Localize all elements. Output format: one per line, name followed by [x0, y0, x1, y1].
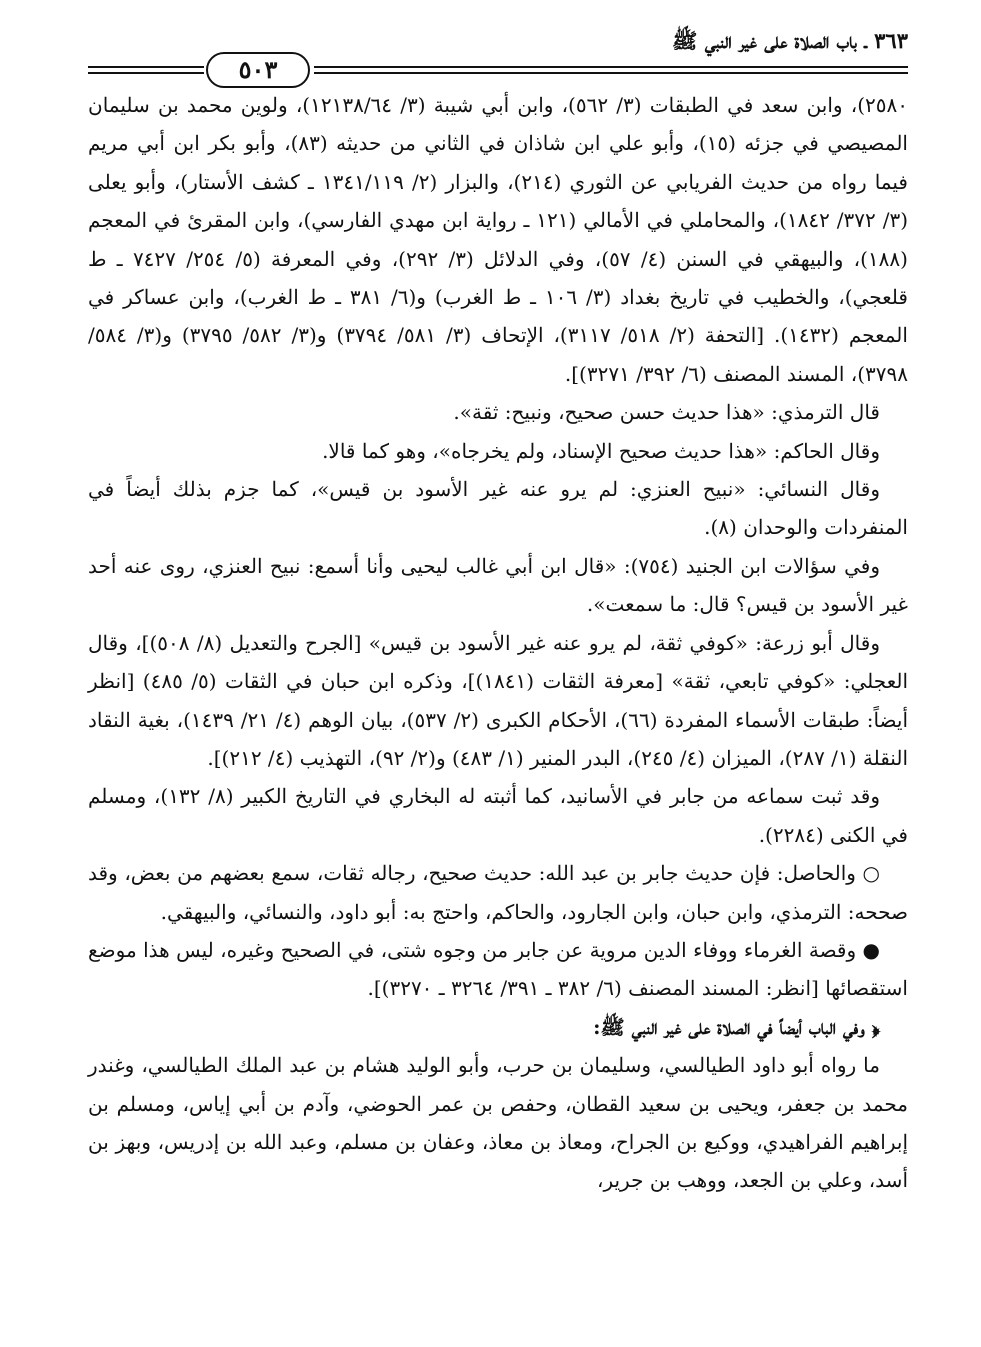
paragraph: وفي سؤالات ابن الجنيد (٧٥٤): «قال ابن أبي غالب ليحيى وأنا أسمع: نبيح العنزي، روى عنه أحد غير الأسود بن قيس؟ قال: ما سمعت». [88, 553, 908, 617]
header-rule [314, 72, 908, 74]
page-header [88, 28, 908, 86]
page-number: ٥٠٣ [206, 52, 310, 88]
paragraph: ٢٥٨٠)، وابن سعد في الطبقات (٣/ ٥٦٢)، وابن أبي شيبة (٣/ ١٢١٣٨/٦٤)، ولوين محمد بن سليمان المصيصي في جزئه (١٥)، وأبو علي ابن شاذان في الثاني من حديثه (٨٣)، وأبو بكر ابن أبي مريم فيما رواه من حديث الفريابي عن الثوري (٢١٤)، والبزار (٢/ ١٣٤١/١١٩ ـ كشف الأستار)، وأبو يعلى (٣/ ٣٧٢/ ١٨٤٢)، والمحاملي في الأمالي (١٢١ ـ رواية ابن مهدي الفارسي)، وابن المقرئ في المعجم (١٨٨)، والبيهقي في السنن (٤/ ٥٧)، وفي الدلائل (٣/ ٢٩٢)، وفي المعرفة (٥/ ٢٥٤/ ٧٤٢٧ ـ ط قلعجي)، والخطيب في تاريخ بغداد (٣/ ١٠٦ ـ ط الغرب) و(٦/ ٣٨١ ـ ط الغرب)، وابن عساكر في المعجم (١٤٣٢). [التحفة (٢/ ٥١٨/ ٣١١٧)، الإتحاف (٣/ ٥٨١/ ٣٧٩٤) و(٣/ ٥٨٢/ ٣٧٩٥) و(٣/ ٥٨٤/ ٣٧٩٨)، المسند المصنف (٦/ ٣٩٢/ ٣٢٧١)]. [88, 93, 909, 386]
body-text [88, 86, 908, 1200]
header-rule [314, 66, 908, 68]
paragraph: ○ والحاصل: فإن حديث جابر بن عبد الله: حديث صحيح، رجاله ثقات، سمع بعضهم من بعض، وقد صححه: الترمذي، وابن حبان، وابن الجارود، والحاكم، واحتج به: أبو داود، والنسائي، والبيهقي. [88, 861, 908, 924]
paragraph: وقال النسائي: «نبيح العنزي: لم يرو عنه غير الأسود بن قيس»، كما جزم بذلك أيضاً في المنفردات والوحدان (٨). [88, 477, 908, 540]
paragraph: وقد ثبت سماعه من جابر في الأسانيد، كما أثبته له البخاري في التاريخ الكبير (٨/ ١٣٢)، ومسلم في الكنى (٢٢٨٤). [88, 784, 908, 847]
document-page [88, 28, 908, 1200]
header-rule [88, 66, 204, 68]
paragraph: ● وقصة الغرماء ووفاء الدين مروية عن جابر من وجوه شتى، في الصحيح وغيره، ليس هذا موضع استقصائها [انظر: المسند المصنف (٦/ ٣٨٢ ـ ٣٩١/ ٣٢٦٤ ـ ٣٢٧٠)]. [88, 937, 908, 1001]
paragraph: قال الترمذي: «هذا حديث حسن صحيح، ونبيح: ثقة». [453, 400, 880, 425]
header-rule [88, 72, 204, 74]
section-heading: ﴿ وفي الباب أيضاً في الصلاة على غير النبي ﷺ: [593, 1014, 880, 1039]
running-title: ٣٦٣ ـ باب الصلاة على غير النبي ﷺ [672, 28, 908, 53]
paragraph: وقال أبو زرعة: «كوفي ثقة، لم يرو عنه غير الأسود بن قيس» [الجرح والتعديل (٨/ ٥٠٨)]، وقال العجلي: «كوفي تابعي، ثقة» [معرفة الثقات (١٨٤١)]، وذكره ابن حبان في الثقات (٥/ ٤٨٥) [انظر أيضاً: طبقات الأسماء المفردة (٦٦)، الأحكام الكبرى (٢/ ٥٣٧)، بيان الوهم (٤/ ٢١/ ١٤٣٩)، بغية النقاد النقلة (١/ ٢٨٧)، الميزان (٤/ ٢٤٥)، البدر المنير (١/ ٤٨٣) و(٢/ ٩٢)، التهذيب (٤/ ٢١٢)]. [88, 630, 909, 770]
paragraph: ما رواه أبو داود الطيالسي، وسليمان بن حرب، وأبو الوليد هشام بن عبد الملك الطيالسي، وغندر محمد بن جعفر، ويحيى بن سعيد القطان، وحفص بن عمر الحوضي، وآدم بن أبي إياس، ومسلم بن إبراهيم الفراهيدي، ووكيع بن الجراح، ومعاذ بن معاذ، وعفان بن مسلم، وعبد الله بن إدريس، وبهز بن أسد، وعلي بن الجعد، ووهب بن جرير، [88, 1053, 908, 1193]
paragraph: وقال الحاكم: «هذا حديث صحيح الإسناد، ولم يخرجاه»، وهو كما قالا. [322, 438, 880, 463]
